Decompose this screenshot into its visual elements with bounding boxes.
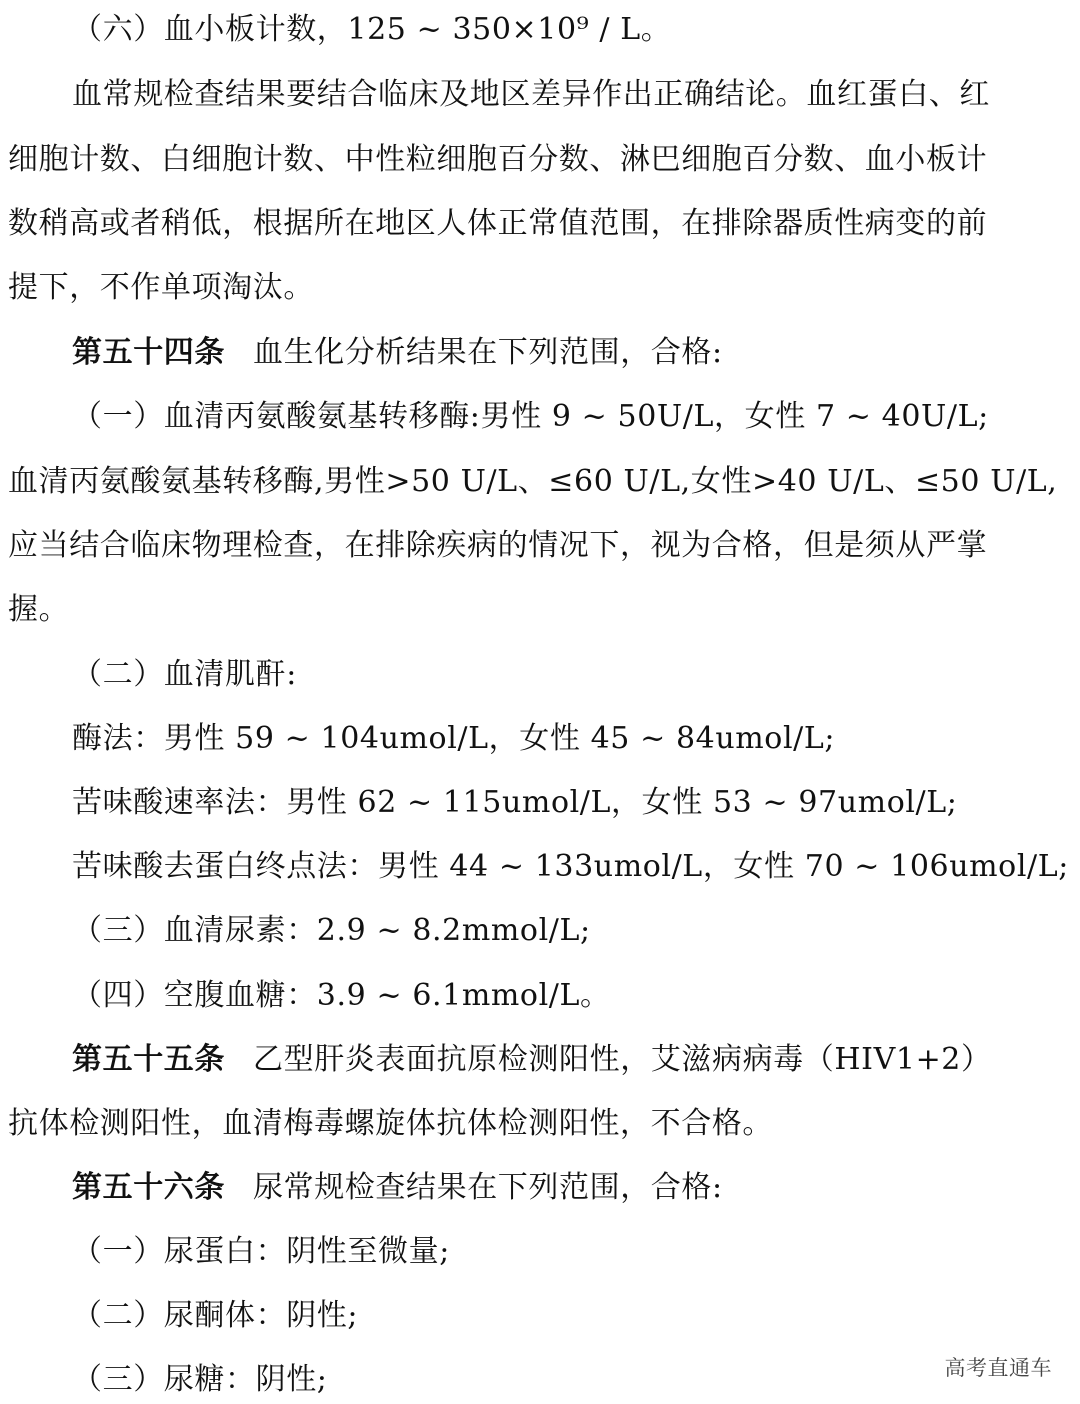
text-line: 苦味酸去蛋白终点法：男性 44 ~ 133umol/L，女性 70 ~ 106umol/L;	[72, 849, 1069, 884]
text-line: （六）血小板计数，125 ~ 350×10⁹ / L。	[72, 12, 672, 47]
article-heading: 第五十四条 血生化分析结果在下列范围，合格:	[72, 335, 723, 370]
text-line: （三）尿糖：阴性;	[72, 1362, 328, 1397]
text-line: （一）血清丙氨酸氨基转移酶:男性 9 ~ 50U/L，女性 7 ~ 40U/L;	[72, 399, 989, 434]
article-heading: 第五十五条 乙型肝炎表面抗原检测阳性，艾滋病病毒（HIV1+2）	[72, 1042, 992, 1077]
text-line: 苦味酸速率法：男性 62 ~ 115umol/L，女性 53 ~ 97umol/L;	[72, 785, 958, 820]
text-line: （三）血清尿素：2.9 ~ 8.2mmol/L;	[72, 913, 591, 948]
text-line: 数稍高或者稍低，根据所在地区人体正常值范围，在排除器质性病变的前	[8, 206, 988, 241]
text-line: 握。	[8, 592, 70, 627]
article-number: 第五十五条	[72, 1042, 225, 1077]
article-number: 第五十六条	[72, 1170, 225, 1205]
text-line: 血常规检查结果要结合临床及地区差异作出正确结论。血红蛋白、红	[72, 77, 990, 112]
text-line: （四）空腹血糖：3.9 ~ 6.1mmol/L。	[72, 978, 611, 1013]
text-line: 细胞计数、白细胞计数、中性粒细胞百分数、淋巴细胞百分数、血小板计	[8, 142, 988, 177]
text-line: 抗体检测阳性，血清梅毒螺旋体抗体检测阳性，不合格。	[8, 1106, 773, 1141]
article-heading: 第五十六条 尿常规检查结果在下列范围，合格:	[72, 1170, 723, 1205]
text-line: （二）尿酮体：阴性;	[72, 1298, 359, 1333]
watermark: 高考直通车	[944, 1356, 1052, 1380]
text-line: 提下，不作单项淘汰。	[8, 270, 314, 305]
text-line: （一）尿蛋白：阴性至微量;	[72, 1234, 450, 1269]
text-line: 血清丙氨酸氨基转移酶,男性>50 U/L、≤60 U/L,女性>40 U/L、≤50 U/L,	[8, 464, 1058, 499]
text-line: 酶法：男性 59 ~ 104umol/L，女性 45 ~ 84umol/L;	[72, 721, 836, 756]
text-line: 应当结合临床物理检查，在排除疾病的情况下，视为合格，但是须从严掌	[8, 528, 988, 563]
article-number: 第五十四条	[72, 335, 225, 370]
text-line: （二）血清肌酐:	[72, 657, 297, 692]
